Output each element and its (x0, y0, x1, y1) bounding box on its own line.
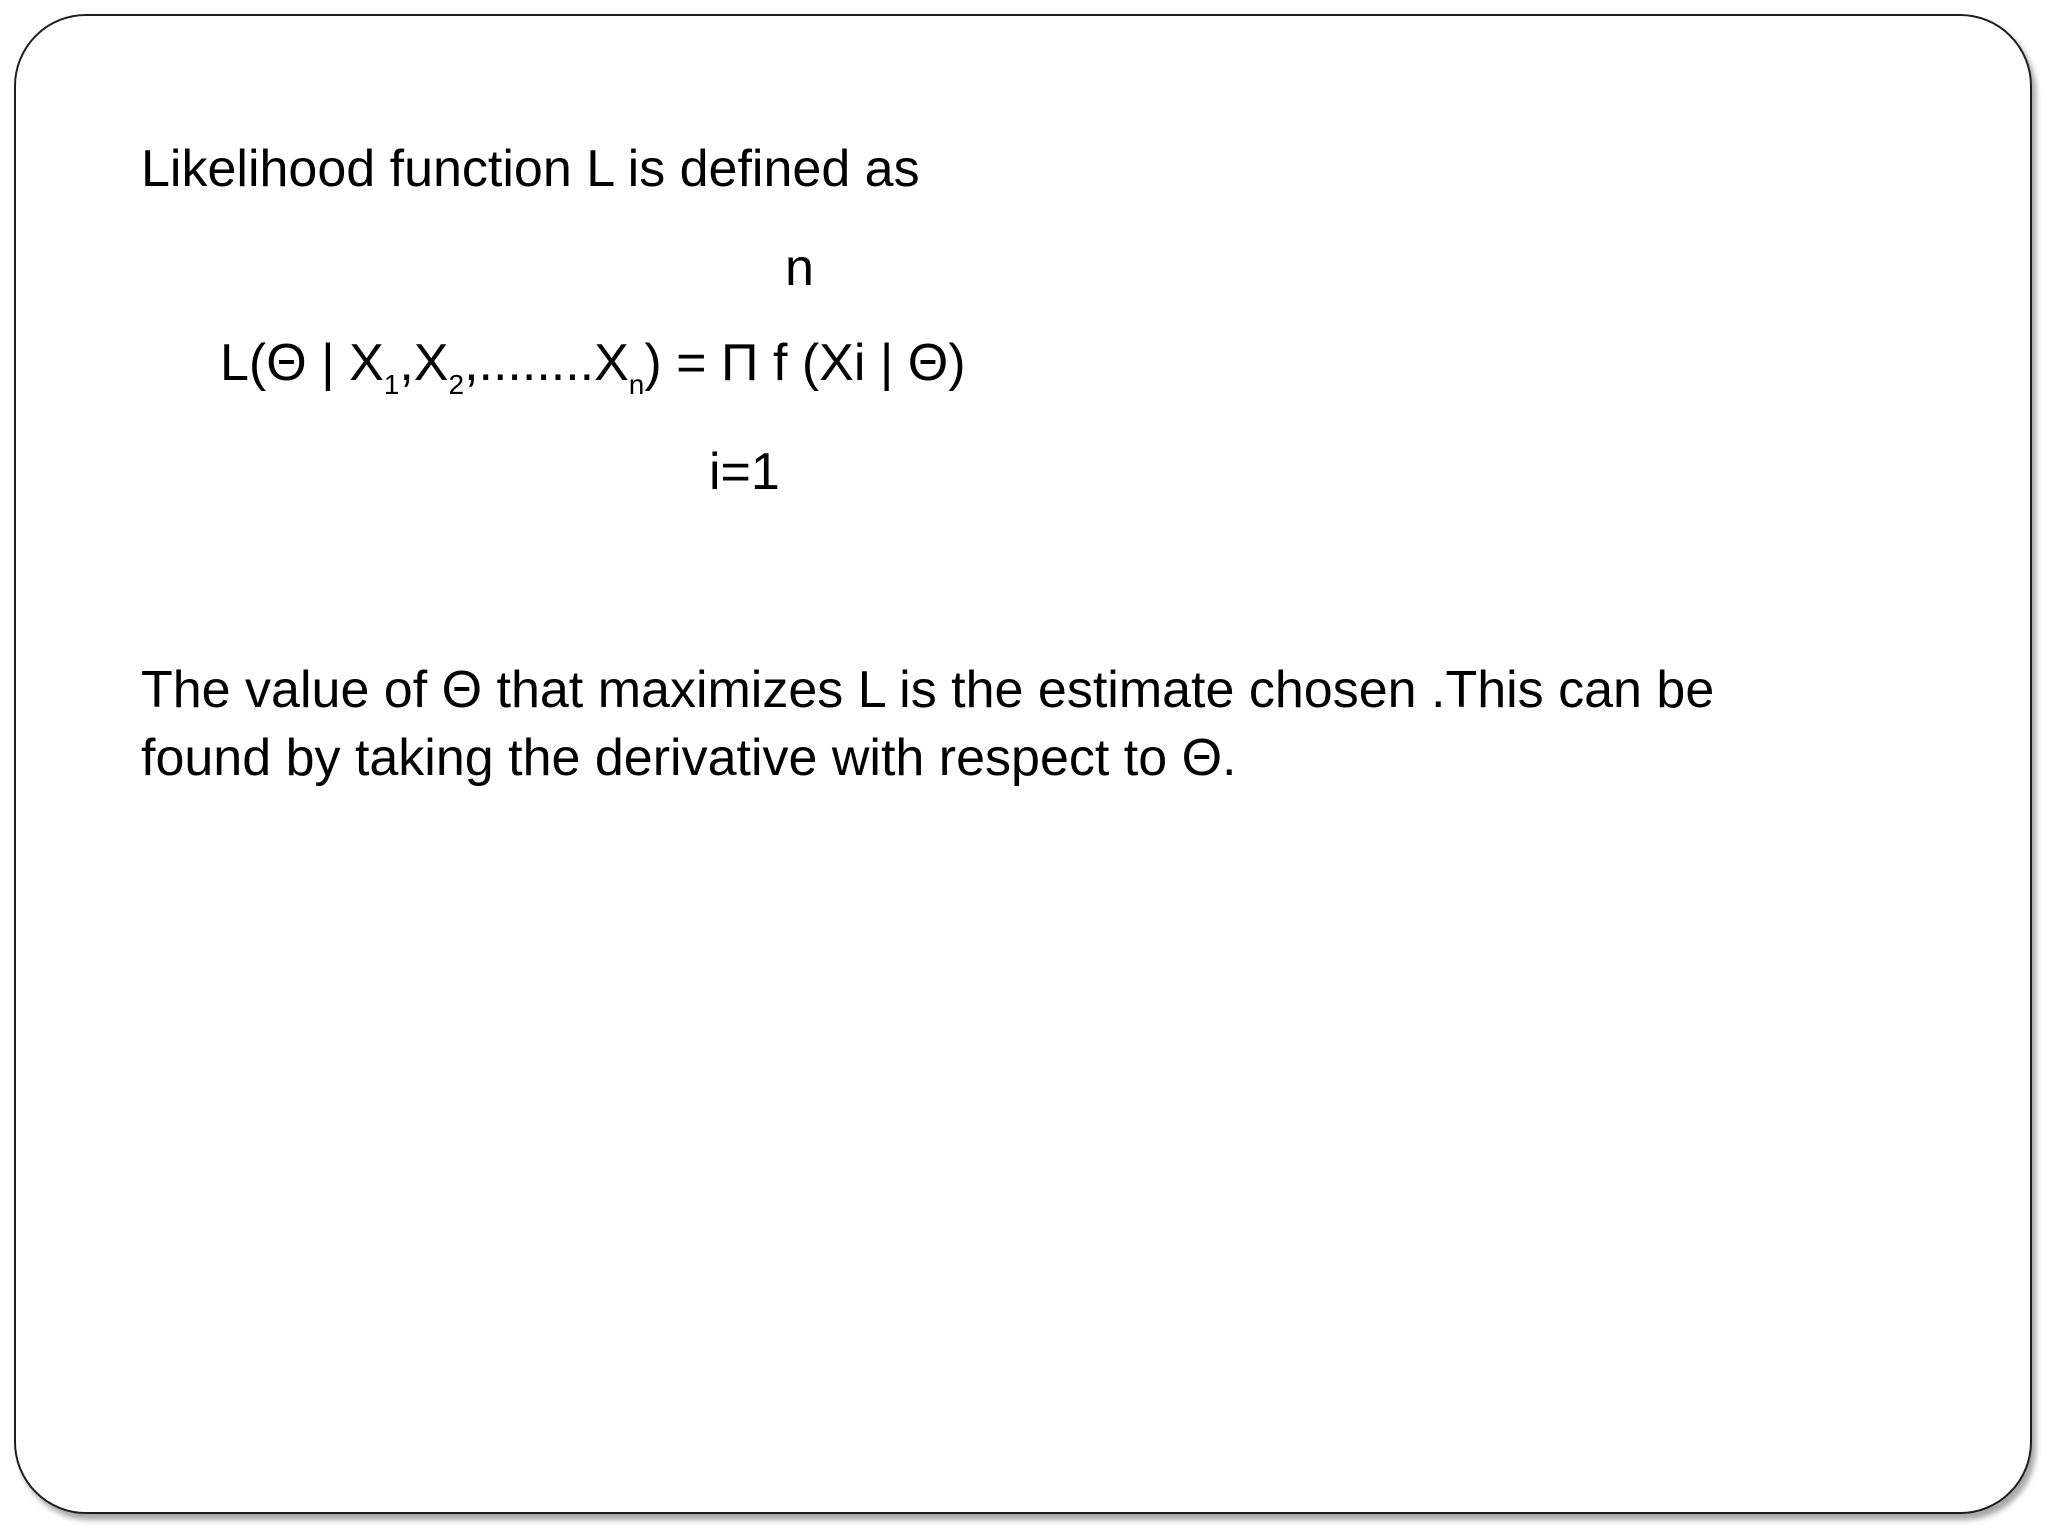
equation-comma-x2: ,X (399, 334, 449, 392)
subscript-2: 2 (448, 369, 465, 400)
equation-lhs: L(Θ | X (220, 334, 384, 392)
subscript-1: 1 (383, 369, 400, 400)
conclusion-text-line-2: found by taking the derivative with respect to Θ. (141, 729, 1237, 787)
product-upper-limit: n (785, 239, 814, 297)
intro-text: Likelihood function L is defined as (141, 140, 920, 198)
product-lower-limit: i=1 (709, 443, 780, 501)
subscript-n: n (628, 369, 645, 400)
equation-dots-xn: ,........X (464, 334, 629, 392)
likelihood-equation (220, 333, 966, 400)
equation-rhs: ) = Π f (Xi | Θ) (644, 334, 966, 392)
conclusion-text-line-1: The value of Θ that maximizes L is the estimate chosen .This can be (141, 661, 1715, 719)
